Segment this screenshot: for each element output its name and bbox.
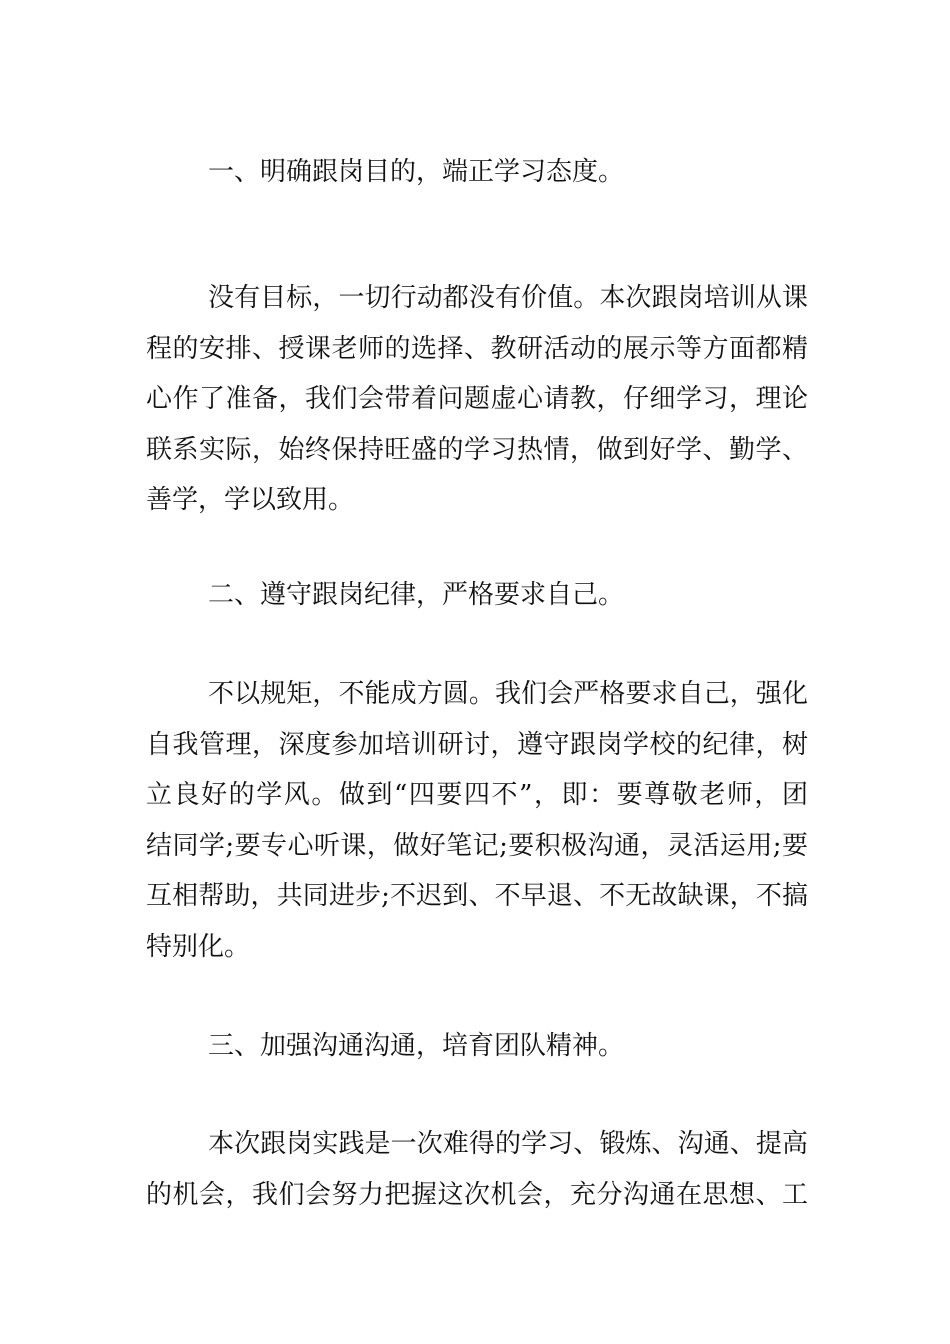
section-heading-1: 一、明确跟岗目的，端正学习态度。 bbox=[208, 157, 625, 187]
paragraph-line: 互相帮助，共同进步;不迟到、不早退、不无故缺课，不搞 bbox=[146, 881, 808, 911]
paragraph-line: 本次跟岗实践是一次难得的学习、锻炼、沟通、提高 bbox=[208, 1129, 808, 1159]
section-paragraph-1 bbox=[146, 282, 808, 535]
section-heading-2: 二、遵守跟岗纪律，严格要求自己。 bbox=[208, 580, 625, 610]
paragraph-line: 的机会，我们会努力把握这次机会，充分沟通在思想、工 bbox=[146, 1179, 808, 1210]
section-heading-3: 三、加强沟通沟通，培育团队精神。 bbox=[208, 1031, 625, 1061]
paragraph-line: 心作了准备，我们会带着问题虚心请教，仔细学习，理论 bbox=[146, 384, 808, 414]
paragraph-line: 联系实际，始终保持旺盛的学习热情，做到好学、勤学、 bbox=[146, 434, 808, 465]
section-paragraph-2 bbox=[146, 678, 808, 981]
paragraph-line: 不以规矩，不能成方圆。我们会严格要求自己，强化 bbox=[208, 679, 808, 709]
paragraph-line: 善学，学以致用。 bbox=[146, 485, 355, 515]
paragraph-line: 结同学;要专心听课，做好笔记;要积极沟通，灵活运用;要 bbox=[146, 830, 808, 861]
section-paragraph-3 bbox=[146, 1128, 808, 1229]
paragraph-line: 立良好的学风。做到“四要四不”，即：要尊敬老师，团 bbox=[146, 780, 808, 810]
paragraph-line: 特别化。 bbox=[146, 931, 251, 962]
paragraph-line: 没有目标，一切行动都没有价值。本次跟岗培训从课 bbox=[208, 283, 808, 313]
paragraph-line: 自我管理，深度参加培训研讨，遵守跟岗学校的纪律，树 bbox=[146, 729, 808, 760]
paragraph-line: 程的安排、授课老师的选择、教研活动的展示等方面都精 bbox=[146, 333, 808, 364]
